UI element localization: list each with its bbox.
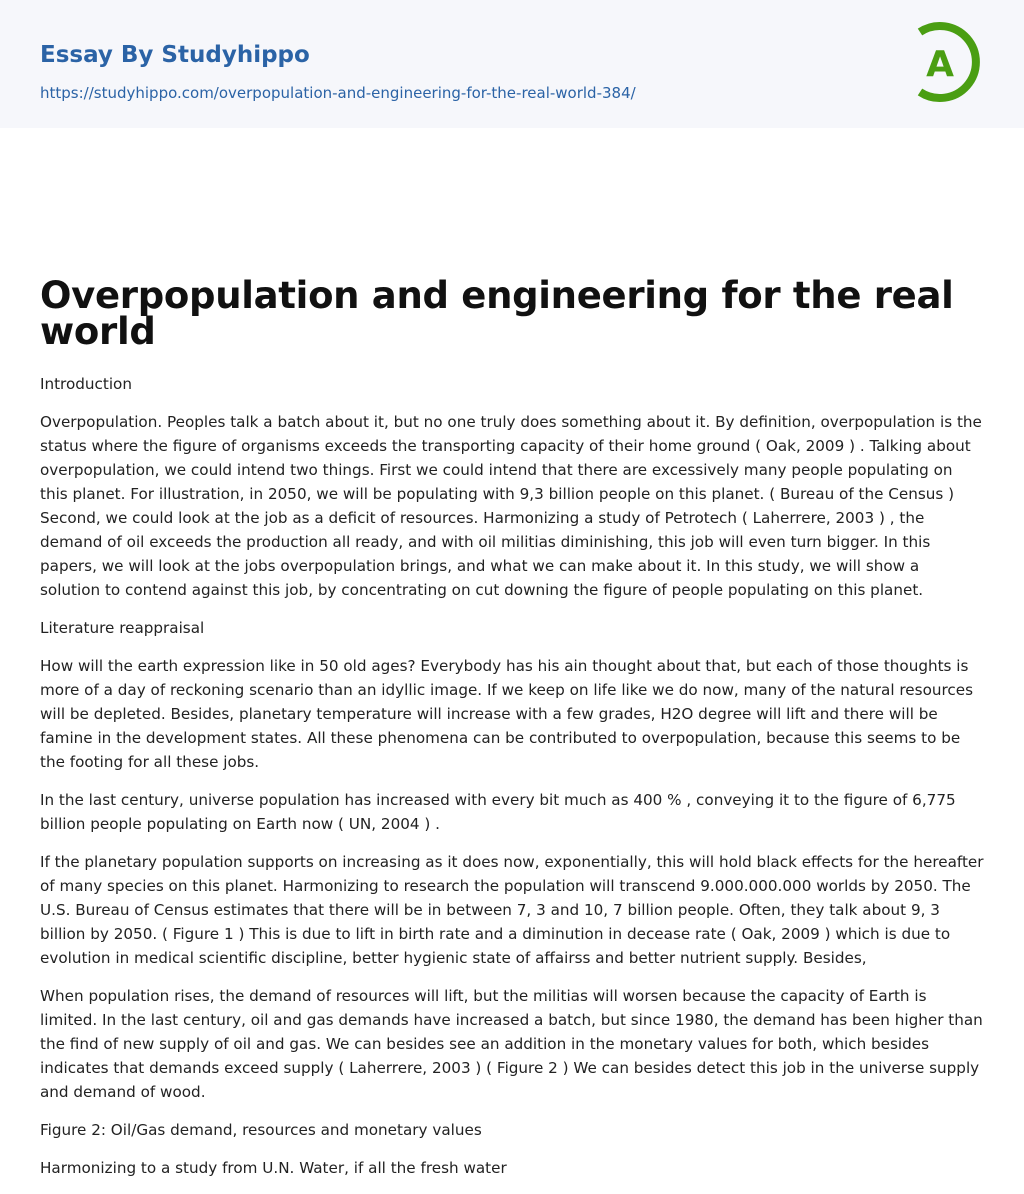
paragraph: Overpopulation. Peoples talk a batch about it, but no one truly does something about it. By definition, overpopulation is the status where the figure of organisms exceeds the transporting capacity of their home ground ( Oak, 2009 ) . Talking about overpopulation, we could intend two things. First we could intend that there are excessively many people populating on this planet. For illustration, in 2050, we will be populating with 9,3 billion people on this planet. ( Bureau of the Census ) Second, we could look at the job as a deficit of resources. Harmonizing a study of Petrotech ( Laherrere, 2003 ) , the demand of oil exceeds the production all ready, and with oil militias diminishing, this job will even turn bigger. In this papers, we will look at the jobs overpopulation brings, and what we can make about it. In this study, we will show a solution to contend against this job, by concentrating on cut downing the figure of people populating on this planet. — [40, 413, 982, 599]
paragraph: How will the earth expression like in 50 old ages? Everybody has his ain thought about that, but each of those thoughts is more of a day of reckoning scenario than an idyllic image. If we keep on life like we do now, many of the natural resources will be depleted. Besides, planetary temperature will increase with a few grades, H2O degree will lift and there will be famine in the development states. All these phenomena can be contributed to overpopulation, because this seems to be the footing for all these jobs. — [40, 657, 973, 771]
svg-text:A: A — [926, 44, 954, 85]
paragraph: If the planetary population supports on increasing as it does now, exponentially, this will hold black effects for the hereafter of many species on this planet. Harmonizing to research the population will transcend 9.000.000.000 worlds by 2050. The U.S. Bureau of Census estimates that there will be in between 7, 3 and 10, 7 billion people. Often, they talk about 9, 3 billion by 2050. ( Figure 1 ) This is due to lift in birth rate and a diminution in decease rate ( Oak, 2009 ) which is due to evolution in medical scientific discipline, better hygienic state of affairss and better nutrient supply. Besides, — [40, 853, 984, 967]
essay-url-link[interactable]: https://studyhippo.com/overpopulation-and-engineering-for-the-real-world-384/ — [40, 84, 636, 102]
article — [0, 128, 1024, 1180]
section-heading-introduction: Introduction — [40, 375, 132, 393]
paragraph: When population rises, the demand of resources will lift, but the militias will worsen because the capacity of Earth is limited. In the last century, oil and gas demands have increased a batch, but since 1980, the demand has been higher than the find of new supply of oil and gas. We can besides see an addition in the monetary values for both, which besides indicates that demands exceed supply ( Laherrere, 2003 ) ( Figure 2 ) We can besides detect this job in the universe supply and demand of wood. — [40, 987, 983, 1101]
brand-title: Essay By Studyhippo — [40, 42, 310, 68]
article-title: Overpopulation and engineering for the real world — [40, 274, 954, 353]
section-heading-literature: Literature reappraisal — [40, 619, 205, 637]
figure-caption: Figure 2: Oil/Gas demand, resources and monetary values — [40, 1121, 482, 1139]
site-header — [0, 0, 1024, 128]
studyhippo-logo-icon[interactable] — [912, 18, 986, 106]
paragraph: In the last century, universe population has increased with every bit much as 400 % , conveying it to the figure of 6,775 billion people populating on Earth now ( UN, 2004 ) . — [40, 791, 956, 833]
paragraph: Harmonizing to a study from U.N. Water, if all the fresh water — [40, 1159, 507, 1177]
